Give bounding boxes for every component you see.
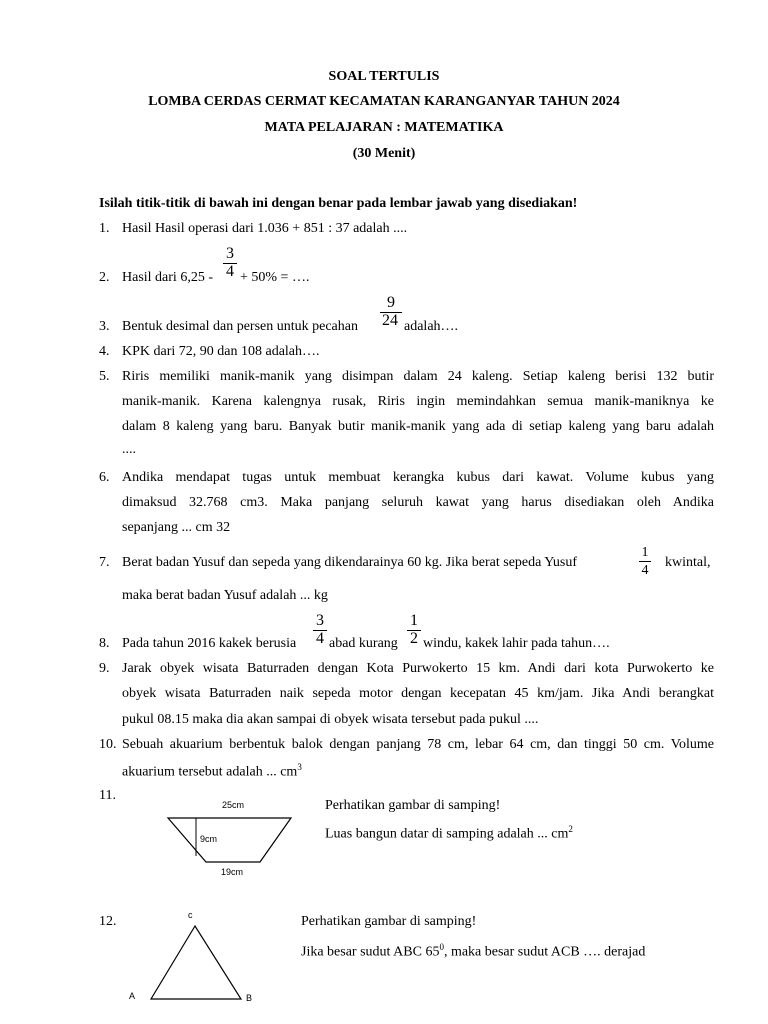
vertex-a-label: A — [129, 991, 136, 1001]
fraction-bar — [639, 561, 651, 562]
fraction-1-numerator: 3 — [316, 612, 324, 629]
question-text-line-1: Riris memiliki manik-manik yang disimpan dalam 24 kaleng. Setiap kaleng berisi 132 butir — [122, 369, 714, 384]
superscript: 2 — [568, 824, 573, 834]
superscript: 0 — [439, 942, 444, 952]
fraction-denominator: 4 — [226, 263, 234, 280]
question-text-line-1: Sebuah akuarium berbentuk balok dengan panjang 78 cm, lebar 64 cm, dan tinggi 50 cm. Volume — [122, 737, 714, 752]
question-text-line-4: .... — [122, 442, 136, 457]
superscript: 3 — [297, 762, 302, 772]
title-line-3: MATA PELAJARAN : MATEMATIKA — [264, 120, 504, 135]
trapezoid-shape — [168, 818, 291, 862]
fraction-2-numerator: 1 — [410, 612, 418, 629]
question-text-line-2: dimaksud 32.768 cm3. Maka panjang seluruh kawat yang harus disediakan oleh Andika — [122, 495, 714, 510]
instruction: Isilah titik-titik di bawah ini dengan benar pada lembar jawab yang disediakan! — [99, 196, 578, 211]
fraction-denominator: 24 — [382, 312, 398, 329]
fraction-numerator: 9 — [387, 294, 395, 311]
title-line-2: LOMBA CERDAS CERMAT KECAMATAN KARANGANYAR TAHUN 2024 — [148, 94, 620, 109]
question-number: 8. — [99, 636, 110, 651]
question-text-post: adalah…. — [404, 319, 459, 334]
question-text: Hasil dari 6,25 - — [122, 270, 213, 285]
question-number: 1. — [99, 221, 110, 236]
question-text-line-2: manik-manik. Karena kalengnya rusak, Riris ingin memindahkan semua manik-maniknya ke — [122, 394, 714, 409]
question-text-line-1: Andika mendapat tugas untuk membuat kerangka kubus dari kawat. Volume kubus yang — [122, 470, 714, 485]
trapezoid-bottom-label: 19cm — [221, 867, 244, 877]
question-text-post: windu, kakek lahir pada tahun…. — [423, 636, 610, 651]
fraction-numerator: 1 — [641, 545, 649, 560]
question-text-line-2: akuarium tersebut adalah ... $cm^3$ — [122, 762, 302, 780]
question-number: 5. — [99, 369, 110, 384]
trapezoid-top-label: 25cm — [222, 800, 245, 810]
question-number: 4. — [99, 344, 110, 359]
question-text-line-1: Perhatikan gambar di samping! — [301, 914, 477, 929]
fraction-1-denominator: 4 — [316, 630, 324, 647]
question-text-line-1: Jarak obyek wisata Baturraden dengan Kota Purwokerto 15 km. Andi dari kota Purwokerto ke — [122, 661, 714, 676]
question-number: 2. — [99, 270, 110, 285]
question-text: Hasil Hasil operasi dari 1.036 + 851 : 37 adalah .... — [122, 221, 408, 236]
question-number: 12. — [99, 914, 117, 929]
question-text-line-2: Jika besar sudut ABC $65^0$, maka besar sudut ACB …. derajad — [301, 942, 646, 960]
question-text-line-2: maka berat badan Yusuf adalah ... kg — [122, 588, 328, 603]
question-text-line-2: Luas bangun datar di samping adalah ... $cm^2$ — [325, 824, 573, 842]
question-text-post: + 50% = …. — [240, 270, 310, 285]
triangle-shape — [151, 926, 241, 999]
question-text-line-1: Perhatikan gambar di samping! — [325, 798, 501, 813]
vertex-b-label: B — [246, 993, 253, 1003]
title-line-1: SOAL TERTULIS — [328, 69, 440, 84]
fraction-numerator: 3 — [226, 245, 234, 262]
vertex-c-label: c — [188, 910, 193, 920]
question-text: Berat badan Yusuf dan sepeda yang dikendarainya 60 kg. Jika berat sepeda Yusuf — [122, 555, 577, 570]
question-text-post: kwintal, — [665, 555, 711, 570]
fraction-denominator: 4 — [641, 563, 649, 578]
fraction-2-denominator: 2 — [410, 630, 418, 647]
question-text: Pada tahun 2016 kakek berusia — [122, 636, 297, 651]
trapezoid-figure — [162, 798, 302, 878]
question-text-line-3: pukul 08.15 maka dia akan sampai di obyek wisata tersebut pada pukul .... — [122, 712, 539, 727]
question-number: 9. — [99, 661, 110, 676]
question-number: 3. — [99, 319, 110, 334]
question-number: 11. — [99, 788, 116, 803]
question-number: 6. — [99, 470, 110, 485]
question-text-mid: abad kurang — [329, 636, 398, 651]
title-line-4: (30 Menit) — [352, 146, 416, 161]
question-text-line-3: dalam 8 kaleng yang baru. Banyak butir manik-manik yang ada di setiap kaleng yang baru adalah — [122, 419, 714, 434]
question-text: KPK dari 72, 90 dan 108 adalah…. — [122, 344, 320, 359]
question-text: Bentuk desimal dan persen untuk pecahan — [122, 319, 358, 334]
question-number: 10. — [99, 737, 117, 752]
trapezoid-height-label: 9cm — [200, 834, 218, 844]
question-number: 7. — [99, 555, 110, 570]
question-text-line-2: obyek wisata Baturraden naik sepeda motor dengan kecepatan 45 km/jam. Jika Andi berangkat — [122, 686, 714, 701]
question-text-line-3: sepanjang ... cm 32 — [122, 520, 231, 535]
triangle-figure — [145, 918, 255, 1008]
